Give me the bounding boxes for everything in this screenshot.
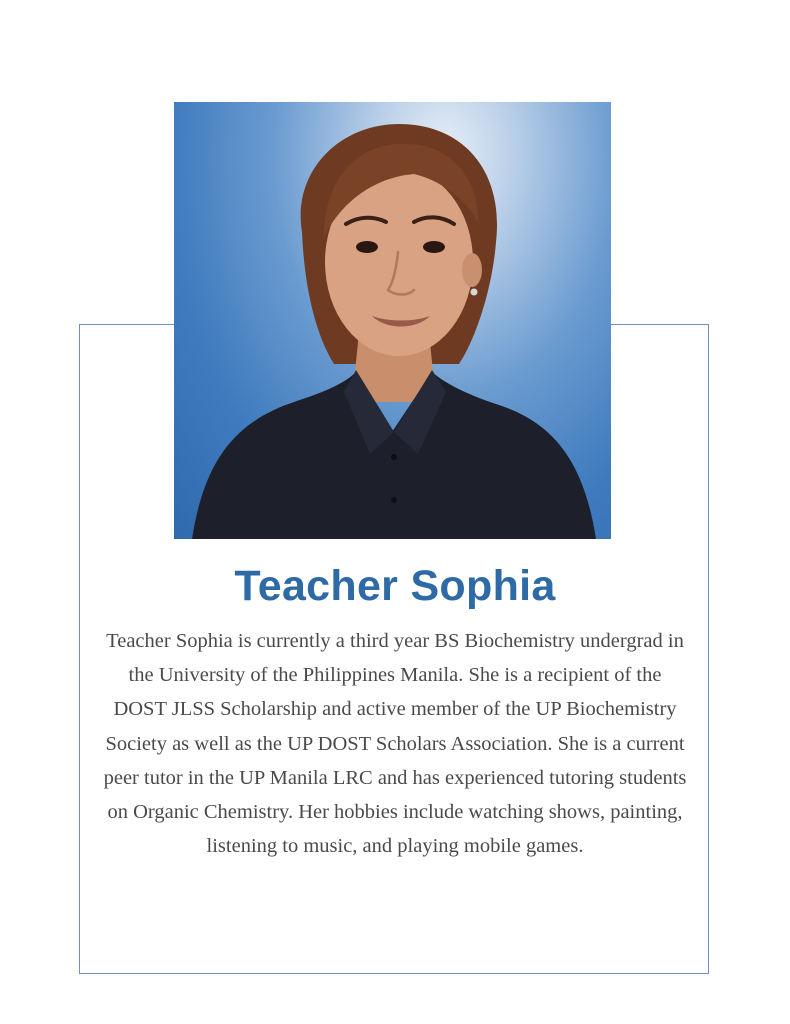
eye-left <box>356 241 378 253</box>
teacher-bio: Teacher Sophia is currently a third year BS Biochemistry undergrad in the University of the Philippines Manila. She is a recipient of the DOST JLSS Scholarship and active member of the UP Biochemistry Society as well as the UP DOST Scholars Association. She is a current peer tutor in the UP Manila LRC and has experienced tutoring students on Organic Chemistry. Her hobbies include watching shows, painting, listening to music, and playing mobile games. <box>103 630 687 858</box>
earring <box>471 289 478 296</box>
teacher-name: Teacher Sophia <box>234 562 556 610</box>
profile-photo <box>174 102 611 539</box>
portrait-illustration <box>174 102 611 539</box>
ear <box>462 253 482 287</box>
shirt-button <box>391 497 397 503</box>
eye-right <box>423 241 445 253</box>
shirt-button <box>391 454 397 460</box>
